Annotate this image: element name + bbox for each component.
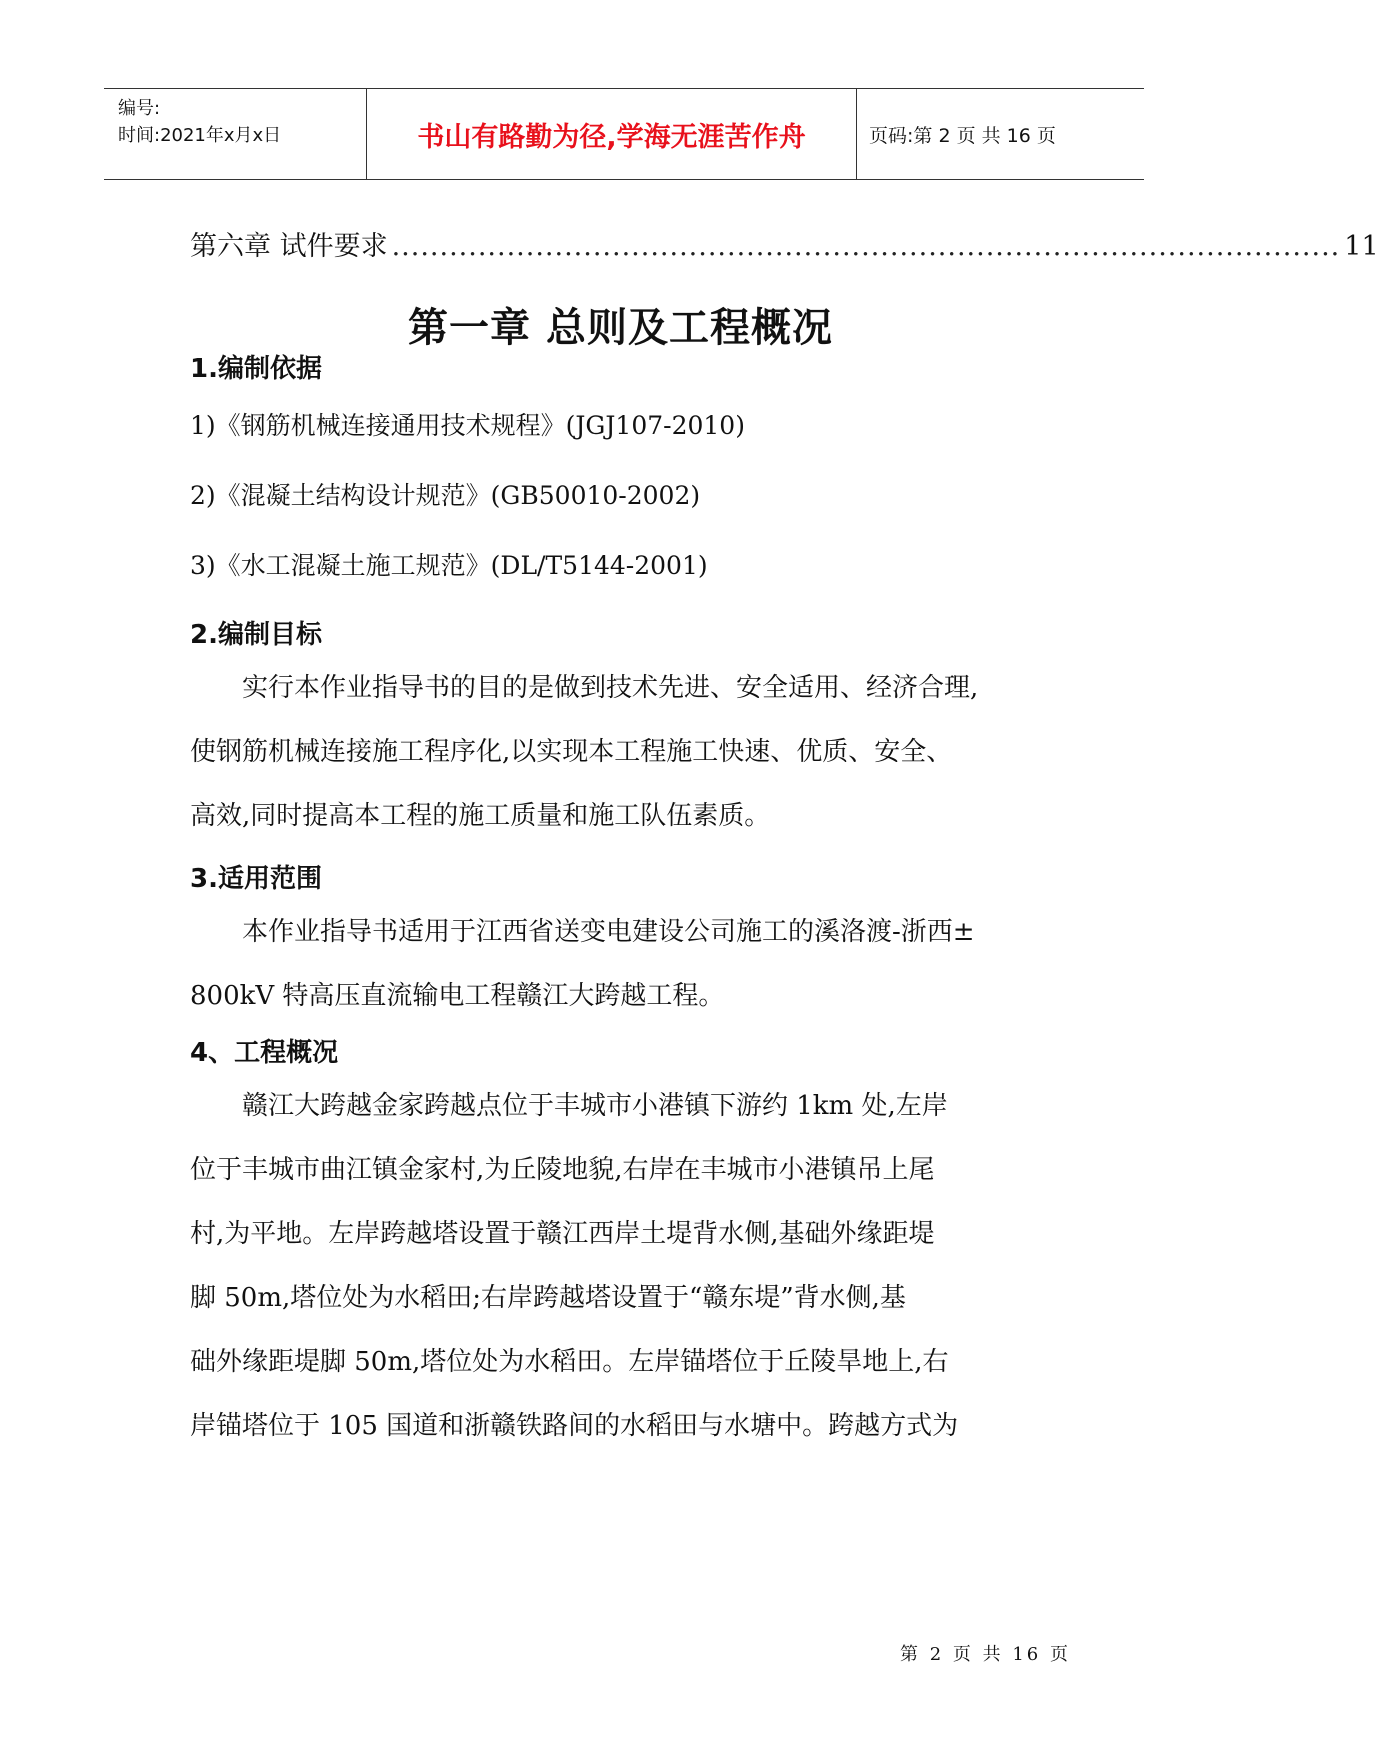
paragraph-line: 800kV 特高压直流输电工程赣江大跨越工程。 [190, 981, 725, 1011]
header-time: 时间:2021年x月x日 [118, 125, 282, 146]
paragraph-line: 岸锚塔位于 105 国道和浙赣铁路间的水稻田与水塘中。跨越方式为 [190, 1411, 959, 1441]
page-footer: 第 2 页 共 16 页 [900, 1644, 1071, 1665]
header-meta [104, 89, 367, 179]
paragraph-line: 位于丰城市曲江镇金家村,为丘陵地貌,右岸在丰城市小港镇吊上尾 [190, 1155, 935, 1185]
page-header [104, 88, 1144, 180]
toc-title: 第六章 试件要求 [190, 231, 388, 262]
toc-entry [190, 224, 1379, 263]
paragraph-line: 脚 50m,塔位处为水稻田;右岸跨越塔设置于“赣东堤”背水侧,基 [190, 1283, 906, 1313]
paragraph-line: 村,为平地。左岸跨越塔设置于赣江西岸土堤背水侧,基础外缘距堤 [190, 1219, 935, 1249]
paragraph-line: 高效,同时提高本工程的施工质量和施工队伍素质。 [190, 801, 771, 831]
header-page: 页码:第 2 页 共 16 页 [869, 124, 1056, 147]
header-motto: 书山有路勤为径,学海无涯苦作舟 [367, 89, 857, 179]
paragraph-line: 赣江大跨越金家跨越点位于丰城市小港镇下游约 1km 处,左岸 [190, 1091, 948, 1121]
reference-3: 3)《水工混凝土施工规范》(DL/T5144-2001) [190, 551, 708, 580]
paragraph-line: 础外缘距堤脚 50m,塔位处为水稻田。左岸锚塔位于丘陵旱地上,右 [190, 1347, 949, 1377]
toc-page: 11 [1344, 231, 1379, 262]
section-heading-4: 4、工程概况 [190, 1038, 339, 1068]
section-heading-2: 2.编制目标 [190, 620, 322, 650]
toc-leader-dots: ................................................................................................... [391, 231, 1341, 262]
section-heading-1: 1.编制依据 [190, 354, 322, 384]
section-2-paragraph [190, 656, 1060, 848]
chapter-title: 第一章 总则及工程概况 [408, 305, 833, 351]
header-number: 编号: [118, 98, 161, 119]
section-4-paragraph [190, 1074, 1060, 1458]
paragraph-line: 使钢筋机械连接施工程序化,以实现本工程施工快速、优质、安全、 [190, 737, 953, 767]
paragraph-line: 实行本作业指导书的目的是做到技术先进、安全适用、经济合理, [190, 673, 979, 703]
reference-1: 1)《钢筋机械连接通用技术规程》(JGJ107-2010) [190, 411, 745, 440]
reference-2: 2)《混凝土结构设计规范》(GB50010-2002) [190, 481, 701, 510]
section-3-paragraph [190, 900, 1060, 1028]
paragraph-line: 本作业指导书适用于江西省送变电建设公司施工的溪洛渡-浙西± [190, 917, 975, 947]
section-heading-3: 3.适用范围 [190, 864, 322, 894]
